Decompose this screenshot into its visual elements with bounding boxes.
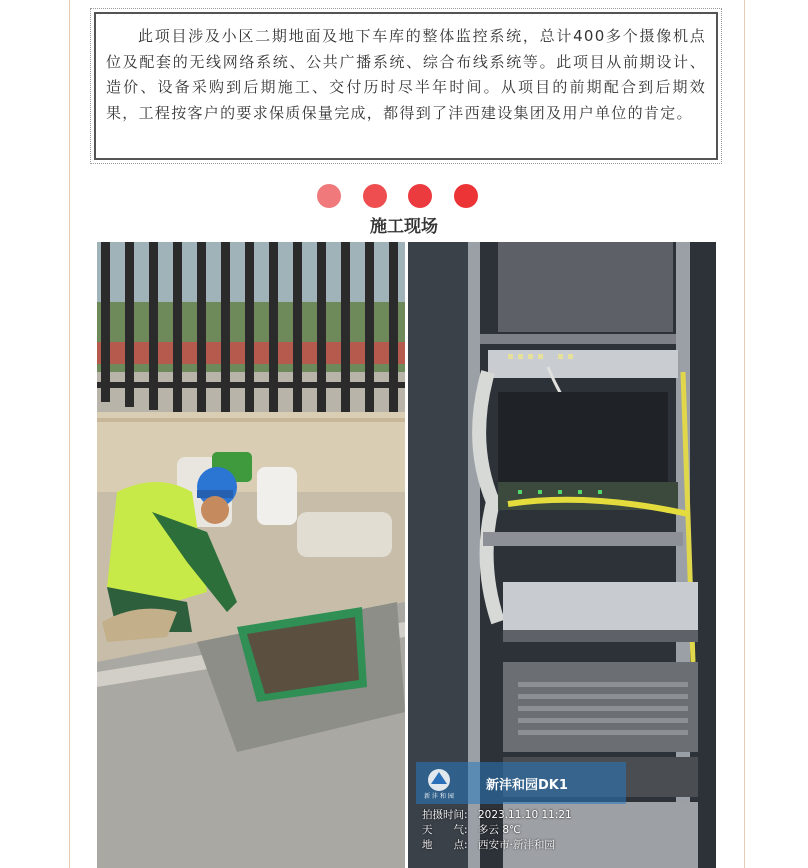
frame-right-border bbox=[744, 0, 745, 868]
photo-watermark bbox=[416, 762, 626, 853]
decorative-dots bbox=[317, 184, 481, 208]
dot-1 bbox=[317, 184, 341, 208]
dot-3 bbox=[408, 184, 432, 208]
watermark-value: 多云 8℃ bbox=[478, 824, 521, 836]
company-logo-icon bbox=[422, 766, 456, 800]
watermark-value: 西安市·新沣和园 bbox=[478, 839, 555, 851]
watermark-logo bbox=[416, 762, 462, 804]
server-rack-photo bbox=[408, 242, 716, 868]
watermark-label: 拍摄时间: bbox=[422, 809, 468, 821]
watermark-label: 地 点: bbox=[422, 839, 468, 851]
dot-4 bbox=[454, 184, 478, 208]
watermark-header bbox=[416, 762, 626, 804]
dot-2 bbox=[363, 184, 387, 208]
worker-photo bbox=[97, 242, 405, 868]
worker-photo-image bbox=[97, 242, 405, 868]
intro-box bbox=[90, 8, 722, 164]
intro-box-inner bbox=[94, 12, 718, 160]
watermark-row-weather bbox=[422, 823, 626, 838]
section-title: 施工现场 bbox=[370, 217, 438, 237]
watermark-label: 天 气: bbox=[422, 824, 468, 836]
watermark-row-time bbox=[422, 808, 626, 823]
watermark-title: 新沣和园DK1 bbox=[486, 777, 568, 793]
watermark-row-location bbox=[422, 838, 626, 853]
watermark-rows bbox=[416, 804, 626, 853]
frame-left-border bbox=[69, 0, 70, 868]
svg-text:新 沣 和 园: 新 沣 和 园 bbox=[424, 793, 454, 800]
intro-paragraph: 此项目涉及小区二期地面及地下车库的整体监控系统，总计400多个摄像机点位及配套的无线网络系统、公共广播系统、综合布线系统等。此项目从前期设计、造价、设备采购到后期施工、交付历时尽半年时间。从项目的前期配合到后期效果，工程按客户的要求保质保量完成，都得到了沣西建设集团及用户单位的肯定。 bbox=[106, 27, 706, 122]
watermark-value: 2023.11.10 11:21 bbox=[478, 809, 572, 821]
